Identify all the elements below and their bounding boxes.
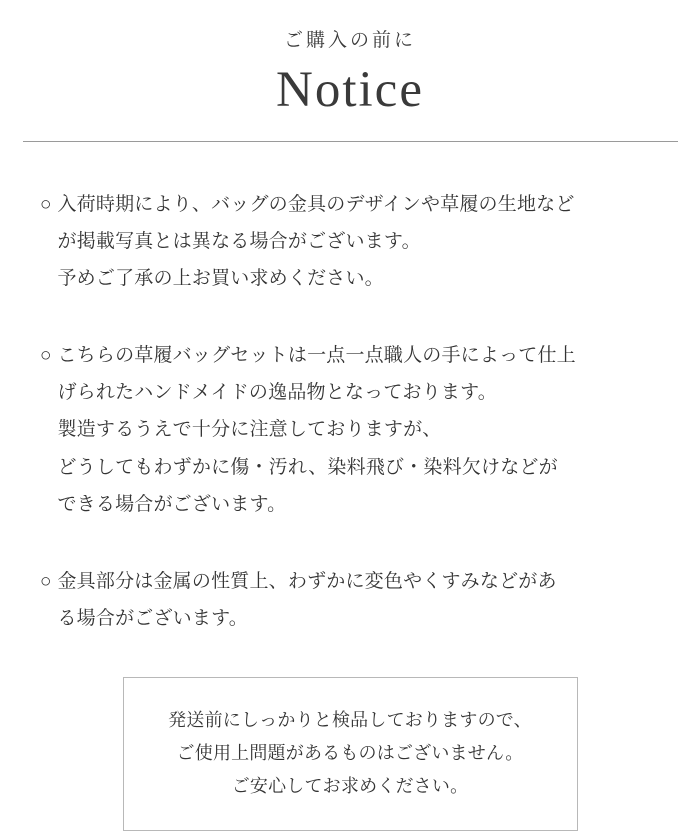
bullet-circle-icon: ○ bbox=[40, 345, 52, 367]
text-line: 予めご了承の上お買い求めください。 bbox=[57, 268, 384, 290]
text-line: 発送前にしっかりと検品しておりますので、 bbox=[168, 709, 532, 730]
bullet-circle-icon: ○ bbox=[40, 570, 52, 592]
page-header bbox=[0, 0, 700, 142]
list-item-text bbox=[57, 563, 556, 637]
text-line: る場合がございます。 bbox=[57, 607, 248, 629]
list-item bbox=[40, 337, 666, 522]
list-item-text bbox=[57, 337, 575, 522]
footer-box-container bbox=[0, 677, 700, 831]
list-item bbox=[40, 186, 666, 297]
text-line: 製造するうえで十分に注意しておりますが、 bbox=[57, 419, 442, 441]
text-line: げられたハンドメイドの逸品物となっております。 bbox=[57, 382, 497, 404]
text-line: ご使用上問題があるものはございません。 bbox=[176, 743, 524, 763]
text-line: 金具部分は金属の性質上、わずかに変色やくすみなどがあ bbox=[57, 570, 557, 592]
page-subtitle: ご購入の前に bbox=[283, 30, 416, 51]
page-title: Notice bbox=[276, 61, 424, 118]
list-item bbox=[40, 563, 666, 637]
notice-list bbox=[0, 186, 700, 636]
text-line: どうしてもわずかに傷・汚れ、染料飛び・染料欠けなどが bbox=[57, 456, 558, 478]
text-line: 入荷時期により、バッグの金具のデザインや草履の生地など bbox=[57, 194, 575, 216]
text-line: こちらの草履バッグセットは一点一点職人の手によって仕上 bbox=[57, 345, 576, 367]
list-item-text bbox=[57, 186, 574, 297]
text-line: が掲載写真とは異なる場合がございます。 bbox=[57, 231, 421, 253]
text-line: できる場合がございます。 bbox=[57, 493, 287, 515]
assurance-box bbox=[123, 677, 578, 831]
text-line: ご安心してお求めください。 bbox=[231, 776, 469, 797]
bullet-circle-icon: ○ bbox=[40, 194, 52, 216]
header-divider bbox=[23, 141, 678, 142]
